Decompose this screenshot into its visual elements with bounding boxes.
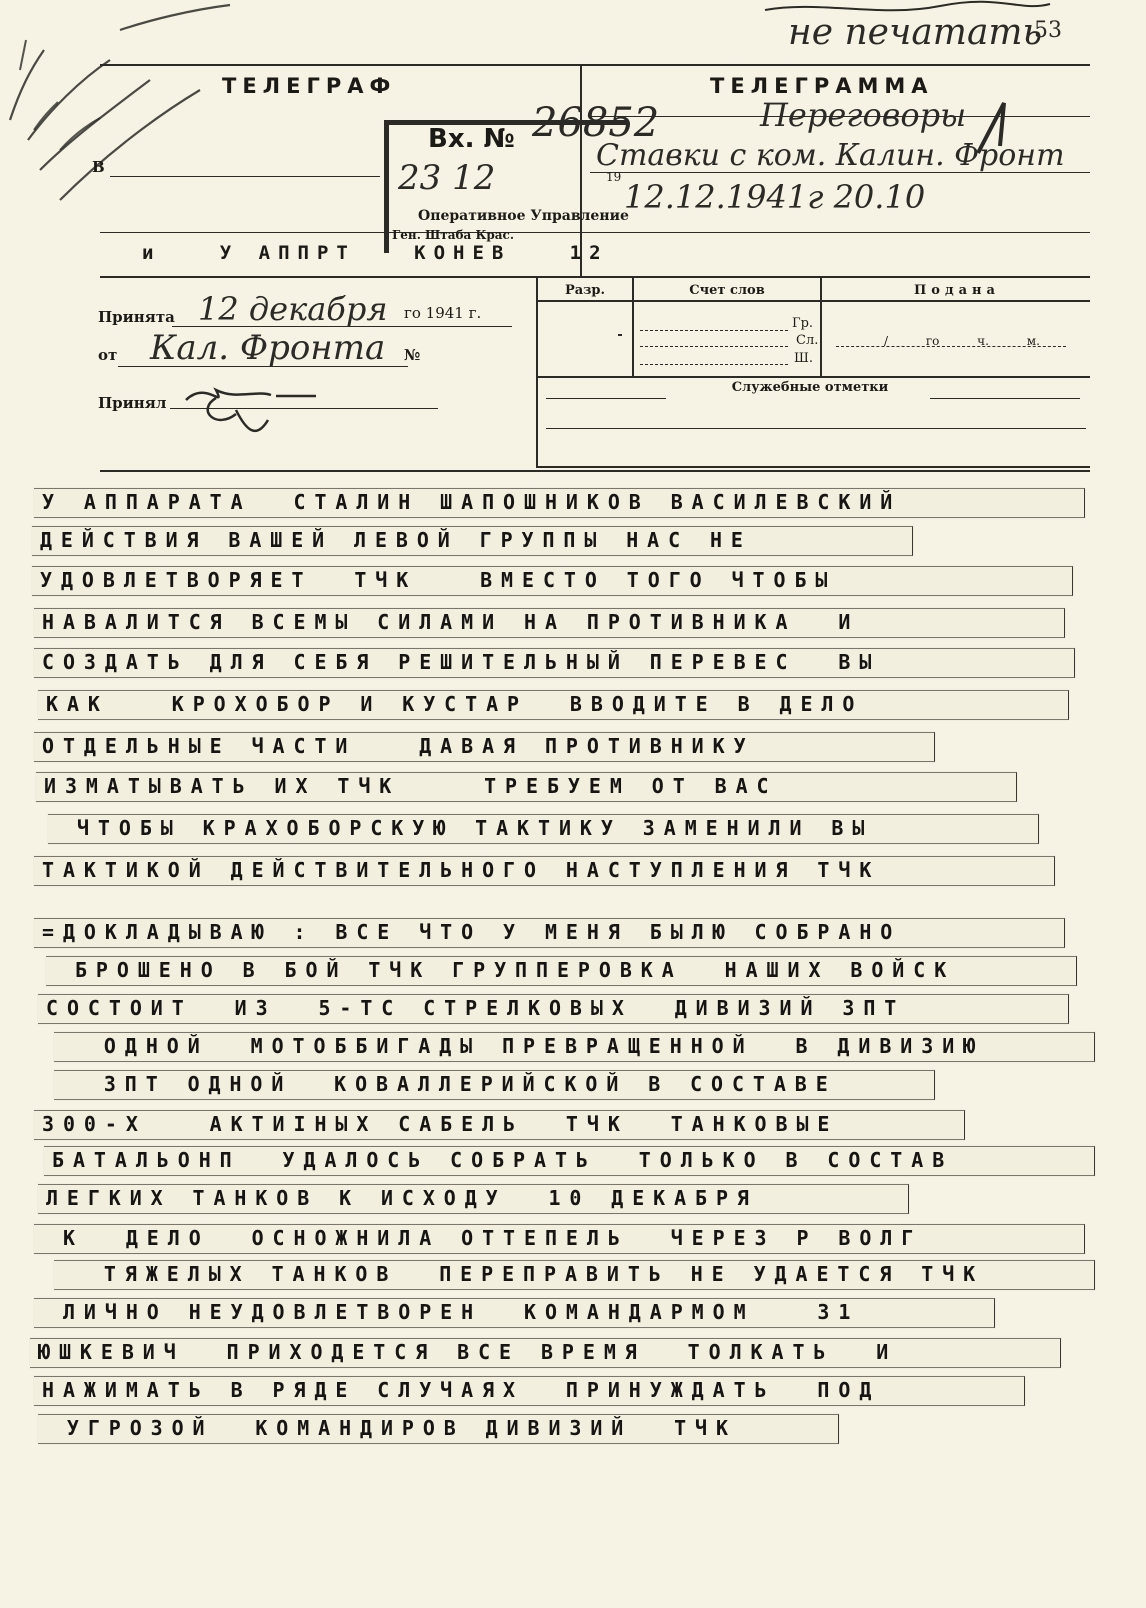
teletype-strip bbox=[38, 994, 1069, 1024]
grid-head-rule bbox=[536, 300, 1090, 302]
message-line: ЧТОБЫ КРАХОБОРСКУЮ ТАКТИКУ ЗАМЕНИЛИ ВЫ bbox=[56, 816, 874, 840]
from-label: от bbox=[98, 346, 118, 364]
teletype-strip bbox=[54, 1260, 1095, 1290]
grid-left-border bbox=[536, 278, 538, 468]
wc-gr-label: Гр. bbox=[792, 316, 814, 331]
wc-row-2-line bbox=[640, 346, 788, 347]
message-line: У АППАРАТА СТАЛИН ШАПОШНИКОВ ВАСИЛЕВСКИЙ bbox=[42, 490, 902, 514]
teletype-strip bbox=[34, 1110, 965, 1140]
wc-row-1-line bbox=[640, 330, 788, 331]
teletype-strip bbox=[54, 1032, 1095, 1062]
wc-row-3-line bbox=[640, 364, 788, 365]
message-line: ИЗМАТЫВАТЬ ИХ ТЧК ТРЕБУЕМ ОТ ВАС bbox=[44, 774, 778, 798]
message-line: ОДНОЙ МОТОББИГАДЫ ПРЕВРАЩЕННОЙ В ДИВИЗИЮ bbox=[62, 1034, 985, 1058]
teletype-strip bbox=[34, 856, 1055, 886]
message-line: СОЗДАТЬ ДЛЯ СЕБЯ РЕШИТЕЛЬНЫЙ ПЕРЕВЕС ВЫ bbox=[42, 650, 881, 674]
service-marks-label: Служебные отметки bbox=[731, 380, 889, 395]
message-line: ОТДЕЛЬНЫЕ ЧАСТИ ДАВАЯ ПРОТИВНИКУ bbox=[42, 734, 755, 758]
message-line: =ДОКЛАДЫВАЮ : ВСЕ ЧТО У МЕНЯ БЫЛЮ СОБРАНО bbox=[42, 920, 902, 944]
teletype-strip bbox=[46, 956, 1077, 986]
accepted-value: 12 декабря bbox=[198, 290, 388, 328]
message-line: КАК КРОХОБОР И КУСТАР ВВОДИТЕ В ДЕЛО bbox=[46, 692, 864, 716]
v-label: В bbox=[92, 158, 105, 176]
teletype-strip bbox=[34, 1298, 995, 1328]
message-line: К ДЕЛО ОСНОЖНИЛА ОТТЕПЕЛЬ ЧЕРЕЗ Р ВОЛГ bbox=[42, 1226, 923, 1250]
route-line: и У АППРТ КОНЕВ 12 bbox=[142, 242, 609, 264]
handwritten-corner-note: не печатать bbox=[788, 12, 1043, 53]
grid-head-category: Разр. bbox=[564, 283, 606, 298]
message-line: БРОШЕНО В БОЙ ТЧК ГРУППЕРОВКА НАШИХ ВОЙСК bbox=[54, 958, 956, 982]
received-signature bbox=[176, 370, 326, 450]
grid-head-word-count: Счет слов bbox=[689, 283, 765, 298]
message-line: 300-Х АКТИIНЫХ САБЕЛЬ ТЧК ТАНКОВЫЕ bbox=[42, 1112, 839, 1136]
teletype-strip bbox=[34, 488, 1085, 518]
handwritten-scrawl-top-right bbox=[760, 0, 1060, 20]
teletype-strip bbox=[54, 1070, 935, 1100]
grid-col-divider-2 bbox=[820, 278, 822, 376]
number-label: № bbox=[404, 346, 421, 364]
accepted-year: го 1941 г. bbox=[404, 304, 482, 322]
message-line: ЛИЧНО НЕУДОВЛЕТВОРЕН КОМАНДАРМОМ 31 bbox=[42, 1300, 860, 1324]
teletype-strip bbox=[34, 1376, 1025, 1406]
message-line: НАВАЛИТСЯ ВСЕМЫ СИЛАМИ НА ПРОТИВНИКА И bbox=[42, 610, 860, 634]
teletype-strip bbox=[38, 690, 1069, 720]
teletype-strip bbox=[34, 732, 935, 762]
teletype-strip bbox=[34, 918, 1065, 948]
grid-bottom-rule bbox=[536, 466, 1090, 468]
service-line-2 bbox=[930, 398, 1080, 399]
message-line: ТАКТИКОЙ ДЕЙСТВИТЕЛЬНОГО НАСТУПЛЕНИЯ ТЧК bbox=[42, 858, 881, 882]
stamp-in-number: 26852 bbox=[532, 100, 660, 146]
teletype-strip bbox=[34, 1224, 1085, 1254]
teletype-strip bbox=[30, 1338, 1061, 1368]
message-line: ЛЕГКИХ ТАНКОВ К ИСХОДУ 10 ДЕКАБРЯ bbox=[46, 1186, 758, 1210]
annotation-line-1: Переговоры bbox=[760, 96, 967, 134]
stamp-date: 23 12 bbox=[398, 158, 496, 198]
teletype-strip bbox=[34, 608, 1065, 638]
form-bottom-rule bbox=[100, 470, 1090, 472]
message-line: НАЖИМАТЬ В РЯДЕ СЛУЧАЯХ ПРИНУЖДАТЬ ПОД bbox=[42, 1378, 881, 1402]
stamp-in-label: Вх. № bbox=[428, 124, 515, 154]
stamp-year-prefix: 19 bbox=[606, 170, 622, 184]
grid-category-dash bbox=[618, 334, 622, 336]
teletype-strip bbox=[48, 814, 1039, 844]
message-line: СОСТОИТ ИЗ 5-ТС СТРЕЛКОВЫХ ДИВИЗИЙ ЗПТ bbox=[46, 996, 906, 1020]
message-line: УДОВЛЕТВОРЯЕТ ТЧК ВМЕСТО ТОГО ЧТОБЫ bbox=[40, 568, 837, 592]
message-line: ДЕЙСТВИЯ ВАШЕЙ ЛЕВОЙ ГРУППЫ НАС НЕ bbox=[40, 528, 752, 552]
stamp-org-line-2: Ген. Штаба Крас. bbox=[392, 228, 515, 242]
wc-sh-label: Ш. bbox=[794, 351, 813, 366]
teletype-strip bbox=[32, 566, 1073, 596]
grid-head-submitted: Подана bbox=[914, 283, 1000, 298]
message-line: ЗПТ ОДНОЙ КОВАЛЛЕРИЙСКОЙ В СОСТАВЕ bbox=[62, 1072, 837, 1096]
teletype-strip bbox=[44, 1146, 1095, 1176]
header-bottom-rule bbox=[100, 276, 1090, 278]
header-top-rule bbox=[100, 64, 1090, 66]
message-line: ЮШКЕВИЧ ПРИХОДЕТСЯ ВСЕ ВРЕМЯ ТОЛКАТЬ И bbox=[38, 1340, 898, 1364]
telegraph-heading: ТЕЛЕГРАФ bbox=[222, 74, 397, 98]
service-line-1 bbox=[546, 398, 666, 399]
from-value: Кал. Фронта bbox=[150, 328, 386, 368]
teletype-strip bbox=[38, 1184, 909, 1214]
received-underline bbox=[170, 408, 438, 409]
wc-sl-label: Сл. bbox=[796, 333, 819, 348]
teletype-strip bbox=[36, 772, 1017, 802]
grid-mid-rule bbox=[536, 376, 1090, 378]
handwritten-scrawl-top-left bbox=[0, 0, 300, 210]
accepted-underline bbox=[172, 326, 512, 327]
annotation-line-3: 12.12.1941г 20.10 bbox=[624, 178, 926, 216]
stamp-org-line-1: Оперативное Управление bbox=[418, 208, 629, 224]
message-line: ТЯЖЕЛЫХ ТАНКОВ ПЕРЕПРАВИТЬ НЕ УДАЕТСЯ ТЧК bbox=[62, 1262, 985, 1286]
service-line-3 bbox=[546, 428, 1086, 429]
annotation-line-2: Ставки с ком. Калин. Фронт bbox=[596, 138, 1065, 173]
teletype-strip bbox=[32, 526, 913, 556]
message-line: УГРОЗОЙ КОМАНДИРОВ ДИВИЗИЙ ТЧК bbox=[46, 1416, 737, 1440]
message-line: БАТАЛЬОНП УДАЛОСЬ СОБРАТЬ ТОЛЬКО В СОСТАВ bbox=[52, 1148, 954, 1172]
grid-col-divider-1 bbox=[632, 278, 634, 376]
submitted-time-labels: / го ч. м. bbox=[884, 334, 1040, 348]
v-underline bbox=[110, 176, 380, 177]
accepted-label: Принята bbox=[98, 308, 175, 326]
received-label: Принял bbox=[98, 394, 167, 412]
telegram-heading: ТЕЛЕГРАММА bbox=[710, 74, 934, 98]
page-number: 53 bbox=[1034, 18, 1062, 43]
teletype-strip bbox=[38, 1414, 839, 1444]
teletype-strip bbox=[34, 648, 1075, 678]
from-underline bbox=[118, 366, 408, 367]
